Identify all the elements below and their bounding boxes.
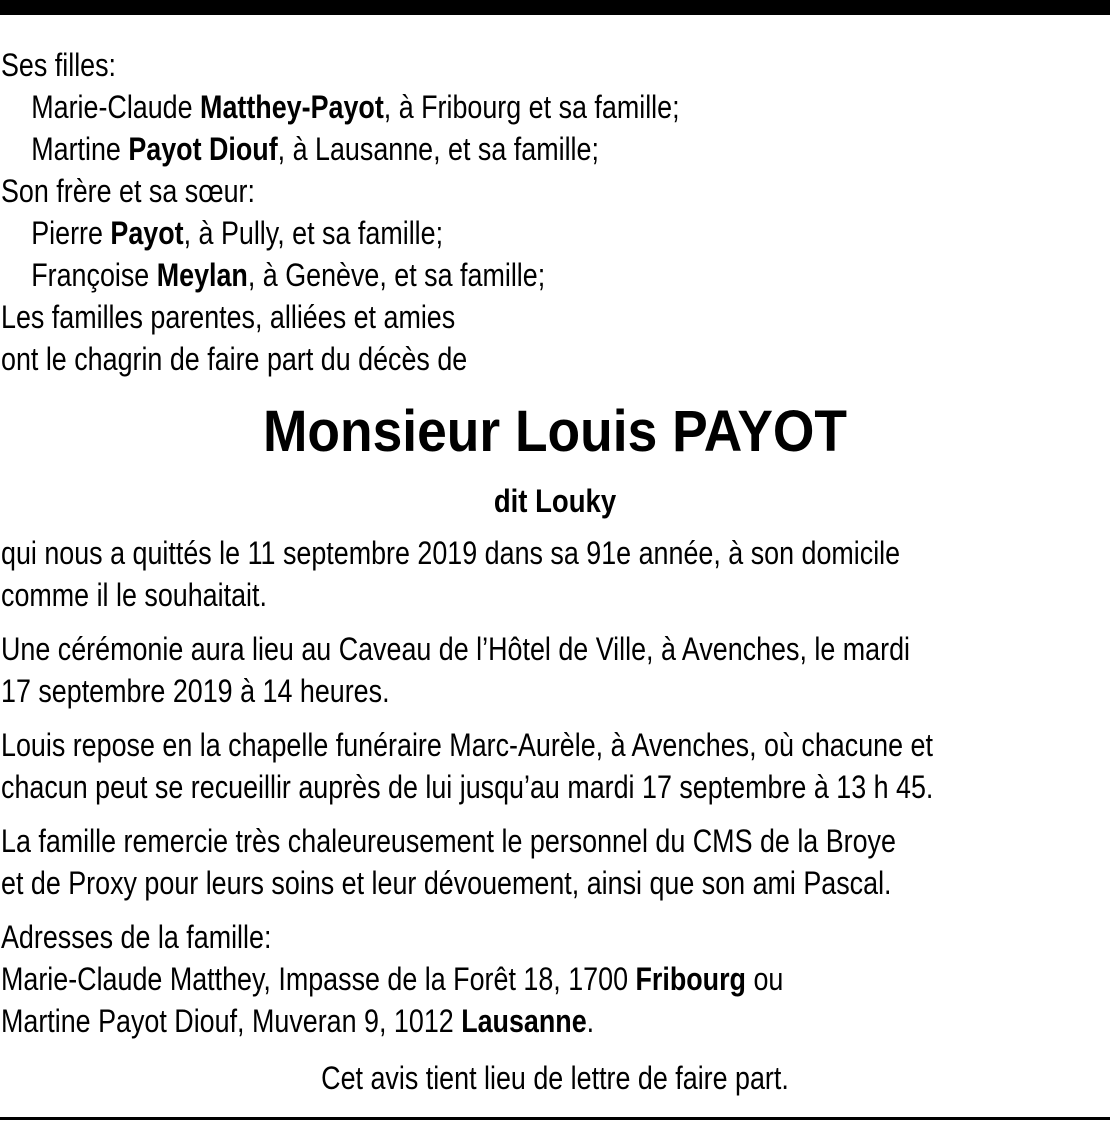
- bottom-rule: [0, 1117, 1110, 1120]
- paragraph-line: et de Proxy pour leurs soins et leur dévouement, ainsi que son ami Pascal.: [1, 865, 892, 901]
- sibling-1-surname: Payot: [110, 215, 184, 251]
- address-1: Marie-Claude Matthey, Impasse de la Forêt 18, 1700 Fribourg ou: [1, 961, 784, 997]
- daughter-2-surname: Payot Diouf: [128, 131, 278, 167]
- announce-line: ont le chagrin de faire part du décès de: [1, 341, 468, 377]
- paragraph-line: qui nous a quittés le 11 septembre 2019 dans sa 91e année, à son domicile: [1, 535, 901, 571]
- daughters-label: Ses filles:: [1, 47, 117, 83]
- paragraph-thanks: [1, 820, 933, 904]
- sibling-2-line: Françoise Meylan, à Genève, et sa famille;: [31, 257, 546, 293]
- closing-line: Cet avis tient lieu de lettre de faire part.: [321, 1060, 789, 1096]
- top-rule: [0, 0, 1110, 15]
- paragraph-line: La famille remercie très chaleureusement le personnel du CMS de la Broye: [1, 823, 896, 859]
- daughter-2-line: Martine Payot Diouf, à Lausanne, et sa famille;: [31, 131, 599, 167]
- sibling-2-surname: Meylan: [156, 257, 248, 293]
- address-2: Martine Payot Diouf, Muveran 9, 1012 Lausanne.: [1, 1003, 595, 1039]
- address-1-city: Fribourg: [635, 961, 746, 997]
- paragraph-death: [1, 532, 933, 616]
- address-2-city: Lausanne: [461, 1003, 587, 1039]
- paragraph-line: Louis repose en la chapelle funéraire Marc-Aurèle, à Avenches, où chacune et: [1, 727, 933, 763]
- family-list: [1, 44, 1106, 380]
- paragraph-line: chacun peut se recueillir auprès de lui jusqu’au mardi 17 septembre à 13 h 45.: [1, 769, 934, 805]
- addresses-label: Adresses de la famille:: [1, 919, 272, 955]
- paragraph-chapel: [1, 724, 933, 808]
- families-line: Les familles parentes, alliées et amies: [1, 299, 456, 335]
- daughter-1-surname: Matthey-Payot: [200, 89, 384, 125]
- deceased-name: Monsieur Louis PAYOT: [262, 399, 848, 464]
- sibling-1-line: Pierre Payot, à Pully, et sa famille;: [31, 215, 444, 251]
- paragraph-line: 17 septembre 2019 à 14 heures.: [1, 673, 390, 709]
- paragraph-line: comme il le souhaitait.: [1, 577, 267, 613]
- addresses-block: [1, 916, 933, 1042]
- daughter-1-line: Marie-Claude Matthey-Payot, à Fribourg et sa famille;: [31, 89, 680, 125]
- notice-body: [1, 532, 933, 1054]
- siblings-label: Son frère et sa sœur:: [1, 173, 255, 209]
- deceased-nickname: dit Louky: [493, 483, 617, 519]
- paragraph-ceremony: [1, 628, 933, 712]
- paragraph-line: Une cérémonie aura lieu au Caveau de l’Hôtel de Ville, à Avenches, le mardi: [1, 631, 910, 667]
